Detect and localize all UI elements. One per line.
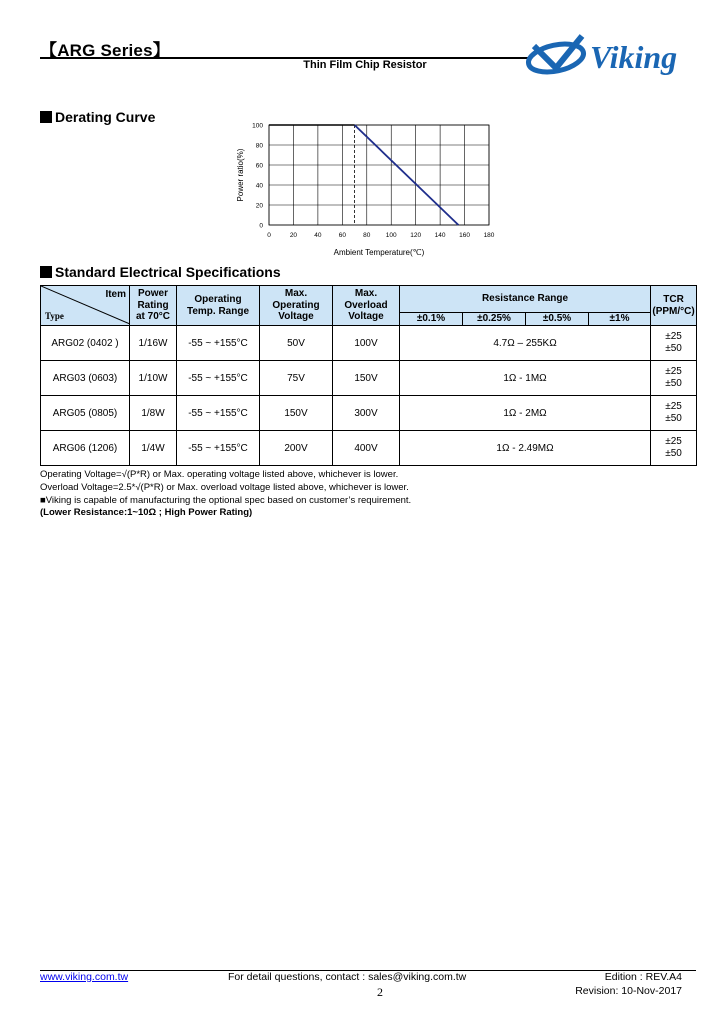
op-voltage-cell: 50V	[260, 326, 333, 361]
op-voltage-cell: 200V	[260, 431, 333, 466]
op-voltage-cell: 75V	[260, 361, 333, 396]
temp-cell: -55 ~ +155°C	[177, 361, 260, 396]
temp-range-header-l2: Temp. Range	[186, 305, 250, 317]
square-bullet-icon	[40, 266, 52, 278]
max-overload-header-l1: Max.	[354, 288, 378, 300]
tcr-header	[651, 286, 697, 326]
derating-line	[355, 125, 459, 225]
y-tick-label: 20	[255, 202, 263, 210]
operating-voltage-note: Operating Voltage=√(P*R) or Max. operating voltage listed above, whichever is lower.	[40, 469, 399, 480]
x-tick-label: 140	[434, 232, 446, 239]
tcr-header-l2: (PPM/°C)	[652, 305, 695, 317]
type-header-label: Type	[45, 310, 64, 321]
overload-voltage-note: Overload Voltage=2.5*√(P*R) or Max. overload voltage listed above, whichever is lower.	[40, 482, 409, 493]
custom-spec-note: ■Viking is capable of manufacturing the optional spec based on customer’s requirement.	[40, 495, 412, 506]
tcr-value-1: ±25	[665, 401, 682, 412]
viking-logo-mark	[526, 36, 586, 77]
ov-voltage-cell: 100V	[333, 326, 400, 361]
tolerance-0-25-header: ±0.25%	[463, 313, 526, 326]
max-operating-header	[260, 286, 333, 326]
tcr-value-2: ±50	[665, 343, 682, 354]
tcr-header-l1: TCR	[663, 294, 684, 305]
tcr-value-2: ±50	[665, 413, 682, 424]
temp-cell: -55 ~ +155°C	[177, 396, 260, 431]
plot-frame	[269, 125, 489, 225]
derating-section-title	[40, 109, 155, 125]
power-cell: 1/16W	[130, 326, 177, 361]
ov-voltage-cell: 400V	[333, 431, 400, 466]
tcr-value-2: ±50	[665, 378, 682, 389]
ov-voltage-cell: 300V	[333, 396, 400, 431]
resistance-range-cell: 1Ω - 1MΩ	[400, 361, 651, 396]
spec-header-row	[41, 286, 697, 313]
resistance-range-cell: 1Ω - 2MΩ	[400, 396, 651, 431]
x-tick-label: 80	[363, 232, 371, 239]
resistance-range-cell: 4.7Ω – 255KΩ	[400, 326, 651, 361]
revision-text: Revision: 10-Nov-2017	[575, 985, 682, 997]
tcr-value-1: ±25	[665, 331, 682, 342]
item-type-header	[41, 286, 130, 326]
x-tick-label: 0	[267, 232, 271, 239]
resistance-range-cell: 1Ω - 2.49MΩ	[400, 431, 651, 466]
viking-logo	[522, 28, 702, 84]
tolerance-1-header: ±1%	[589, 313, 651, 326]
page-number: 2	[377, 985, 383, 999]
max-overload-header-l2: Overload	[344, 299, 388, 311]
edition-text: Edition : REV.A4	[604, 971, 682, 983]
tcr-cell	[651, 431, 697, 466]
table-row	[41, 326, 697, 361]
type-cell: ARG06 (1206)	[41, 431, 130, 466]
website-link[interactable]: www.viking.com.tw	[40, 971, 129, 983]
optional-spec-note: (Lower Resistance:1~10Ω ; High Power Rating)	[40, 507, 253, 518]
y-tick-label: 100	[252, 122, 263, 130]
max-operating-header-l2: Operating	[272, 299, 320, 311]
tcr-value-2: ±50	[665, 448, 682, 459]
power-cell: 1/10W	[130, 361, 177, 396]
power-rating-header-l2: Rating	[137, 299, 169, 311]
y-tick-label: 80	[255, 142, 263, 150]
item-header-label: Item	[105, 289, 126, 300]
temp-cell: -55 ~ +155°C	[177, 431, 260, 466]
max-overload-header	[333, 286, 400, 326]
temp-cell: -55 ~ +155°C	[177, 326, 260, 361]
tcr-value-1: ±25	[665, 366, 682, 377]
tcr-value-1: ±25	[665, 436, 682, 447]
square-bullet-icon	[40, 111, 52, 123]
x-tick-label: 180	[483, 232, 495, 239]
max-overload-header-l3: Voltage	[348, 311, 384, 323]
power-rating-header-l3: at 70°C	[135, 311, 170, 323]
type-cell: ARG02 (0402 )	[41, 326, 130, 361]
derating-chart	[228, 115, 508, 265]
tcr-cell	[651, 326, 697, 361]
power-cell: 1/4W	[130, 431, 177, 466]
power-rating-header	[130, 286, 177, 326]
x-tick-label: 20	[289, 232, 298, 239]
x-tick-label: 60	[338, 232, 346, 239]
y-axis-label: Power ratio(%)	[236, 148, 245, 202]
y-tick-label: 40	[255, 182, 263, 190]
resistance-range-header: Resistance Range	[400, 286, 651, 313]
max-operating-header-l3: Voltage	[278, 311, 314, 323]
op-voltage-cell: 150V	[260, 396, 333, 431]
power-cell: 1/8W	[130, 396, 177, 431]
temp-range-header	[177, 286, 260, 326]
x-tick-label: 160	[459, 232, 470, 239]
y-tick-label: 0	[259, 222, 263, 230]
contact-text: For detail questions, contact : sales@viking.com.tw	[228, 971, 467, 983]
document-subtitle: Thin Film Chip Resistor	[303, 59, 427, 71]
type-cell: ARG05 (0805)	[41, 396, 130, 431]
viking-logo-text: Viking	[590, 39, 678, 75]
x-tick-label: 120	[410, 232, 422, 239]
specs-title-text: Standard Electrical Specifications	[55, 264, 281, 280]
derating-title-text: Derating Curve	[55, 109, 156, 125]
x-tick-label: 100	[385, 232, 397, 239]
tolerance-0-1-header: ±0.1%	[400, 313, 463, 326]
specs-section-title	[40, 264, 281, 280]
table-row	[41, 431, 697, 466]
type-cell: ARG03 (0603)	[41, 361, 130, 396]
table-row	[41, 361, 697, 396]
y-tick-label: 60	[255, 162, 263, 170]
tcr-cell	[651, 396, 697, 431]
spec-table	[40, 285, 697, 466]
tolerance-0-5-header: ±0.5%	[526, 313, 589, 326]
max-operating-header-l1: Max.	[284, 288, 308, 300]
tcr-cell	[651, 361, 697, 396]
x-tick-label: 40	[314, 232, 322, 239]
series-title: 【ARG Series】	[40, 41, 170, 60]
x-axis-label: Ambient Temperature(℃)	[333, 248, 425, 257]
ov-voltage-cell: 150V	[333, 361, 400, 396]
table-row	[41, 396, 697, 431]
power-rating-header-l1: Power	[137, 288, 168, 300]
temp-range-header-l1: Operating	[194, 294, 242, 305]
